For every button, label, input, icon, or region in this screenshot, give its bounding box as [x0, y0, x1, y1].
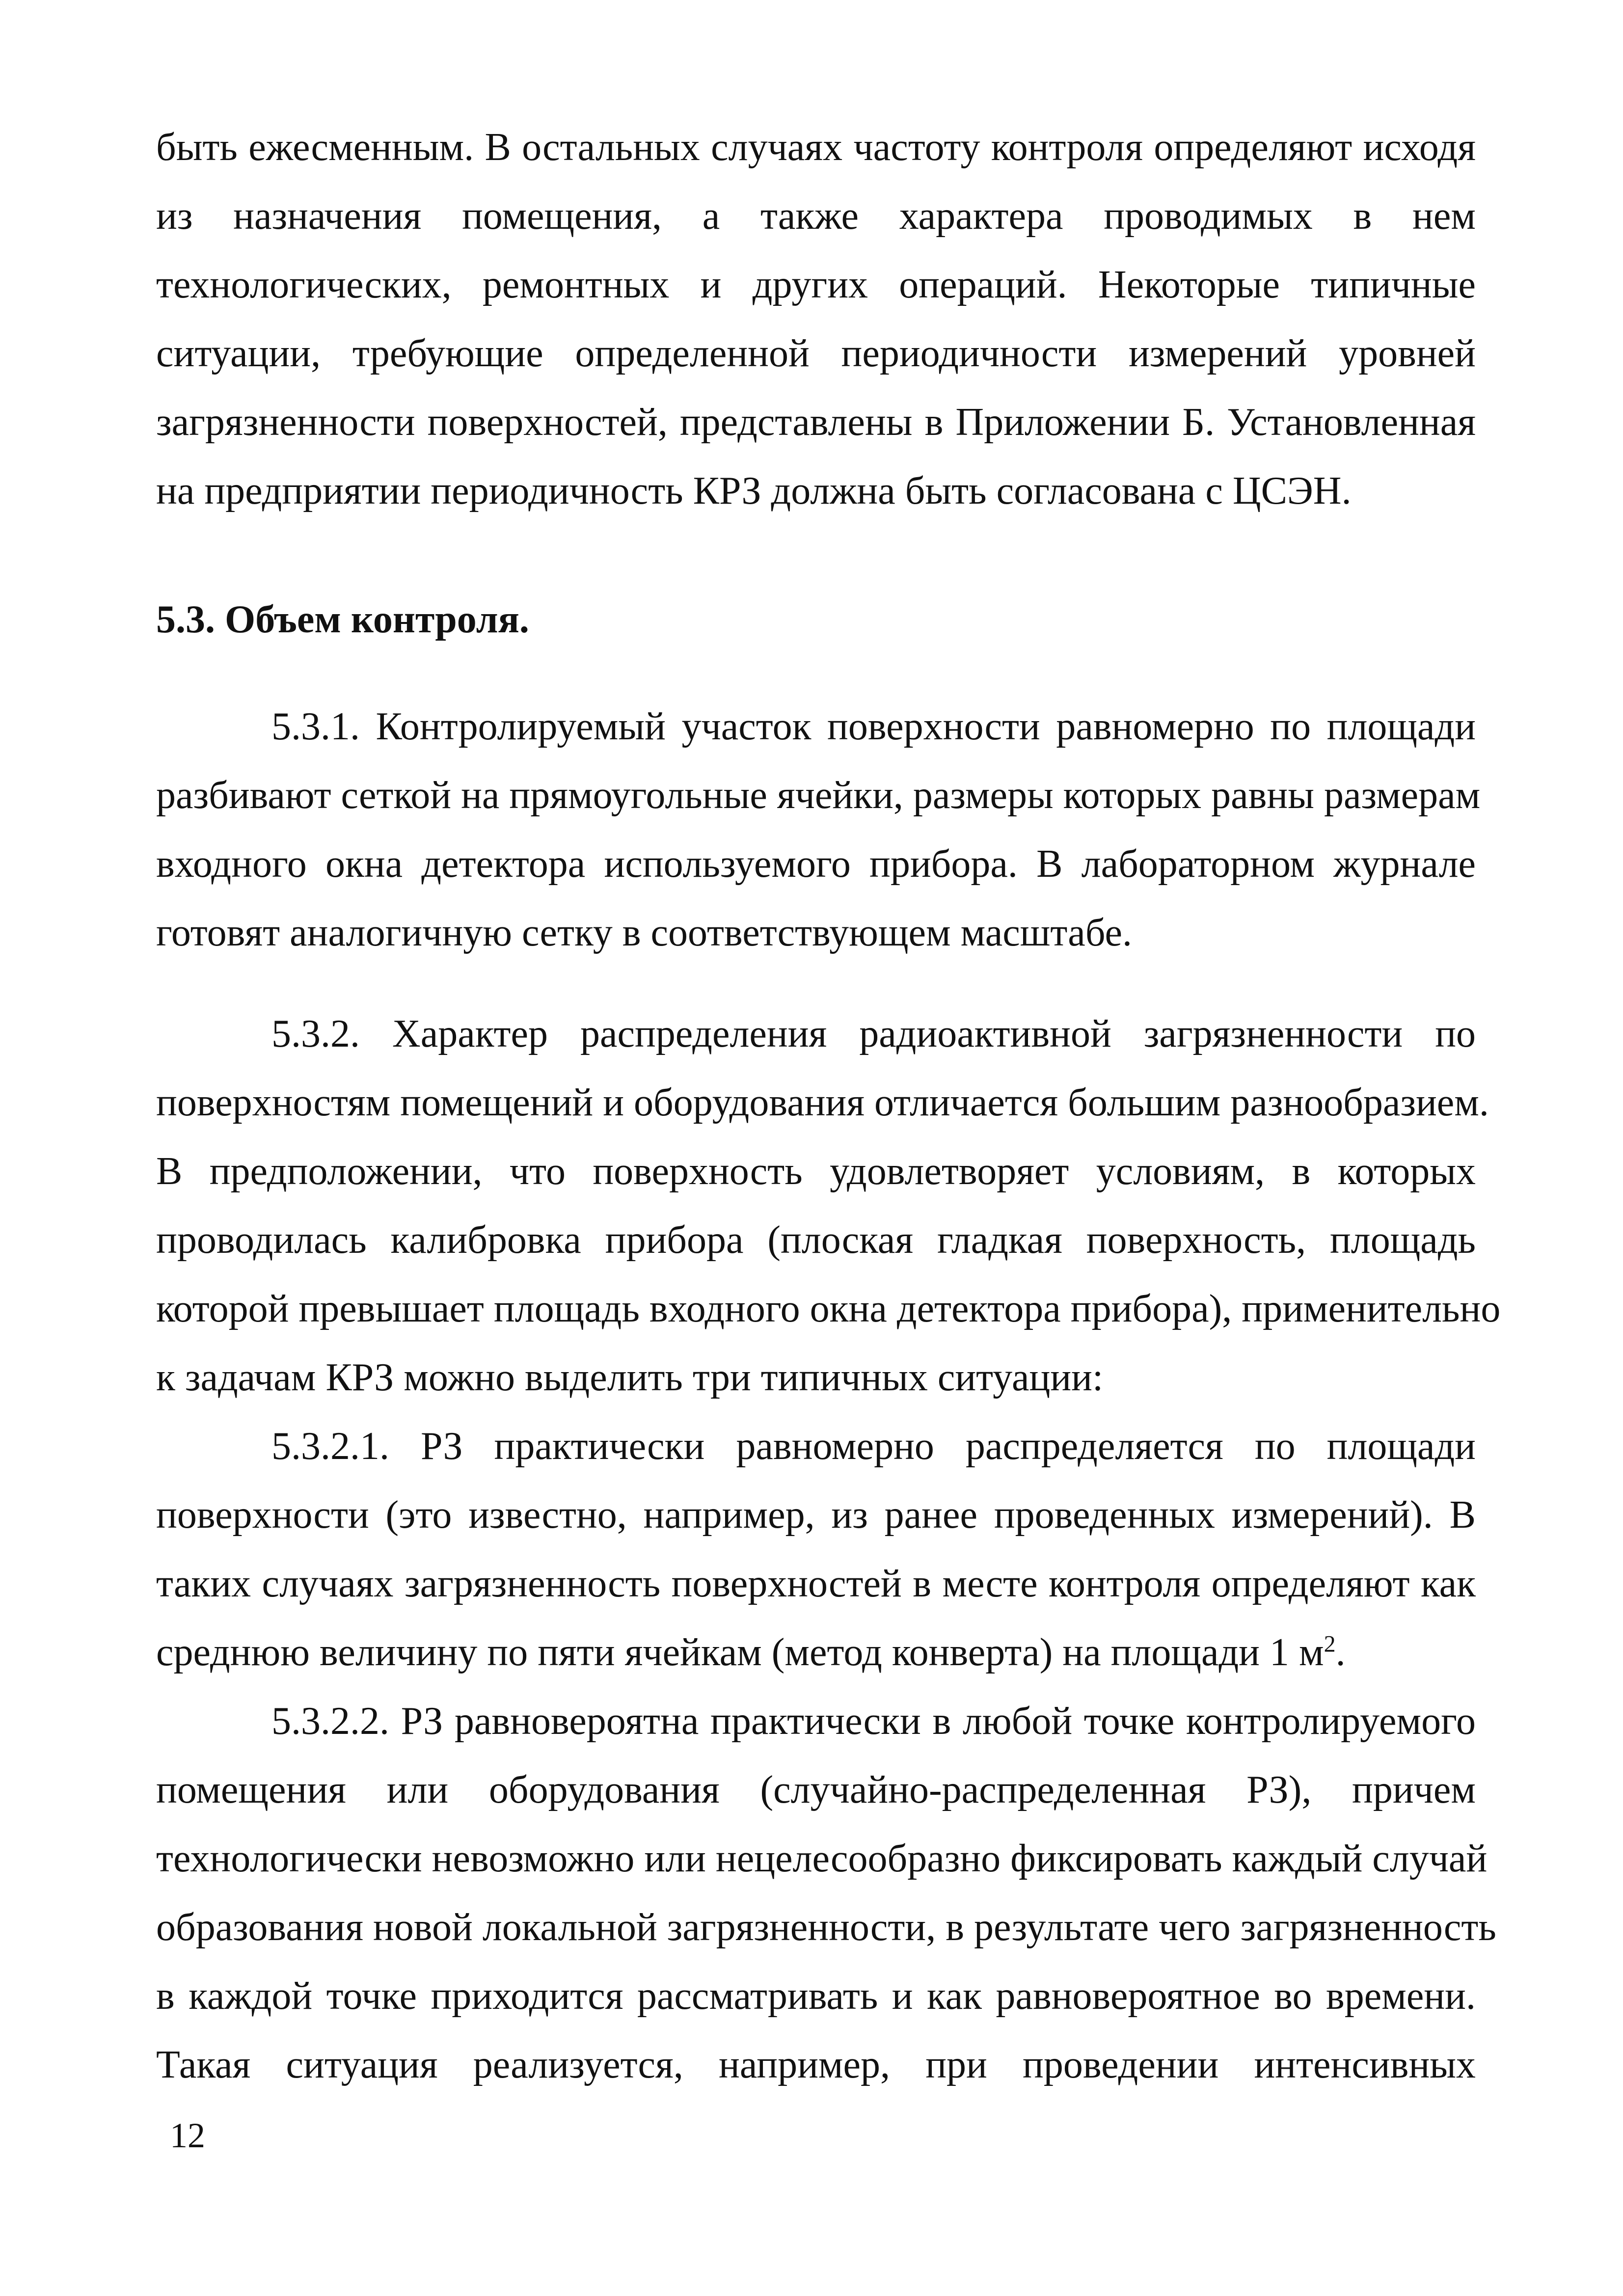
paragraph-5-3-1 [156, 692, 1481, 967]
text-line: технологически невозможно или нецелесообразно фиксировать каждый случай [156, 1837, 1488, 1880]
text-line: проводилась калибровка прибора (плоская гладкая поверхность, площадь [156, 1218, 1476, 1262]
text-line: Такая ситуация реализуется, например, при проведении интенсивных [156, 2043, 1476, 2086]
text-line: помещения или оборудования (случайно-распределенная РЗ), причем [156, 1768, 1476, 1811]
text-line: разбивают сеткой на прямоугольные ячейки, размеры которых равны размерам [156, 774, 1481, 817]
text-line: готовят аналогичную сетку в соответствующем масштабе. [156, 911, 1132, 954]
text-line: к задачам КРЗ можно выделить три типичных ситуации: [156, 1356, 1104, 1399]
superscript: 2 [1324, 1631, 1336, 1657]
text-line: В предположении, что поверхность удовлетворяет условиям, в которых [156, 1150, 1476, 1193]
paragraph-5-3-2-1 [156, 1412, 1476, 1687]
text-fragment: среднюю величину по пяти ячейкам (метод конверта) на площади 1 м [156, 1631, 1324, 1674]
text-line [156, 1618, 1476, 1687]
section-heading: 5.3. Объем контроля. [156, 598, 529, 641]
page-content [156, 113, 1501, 2099]
text-line: в каждой точке приходится рассматривать и как равновероятное во времени. [156, 1974, 1476, 2018]
text-line: 5.3.1. Контролируемый участок поверхности равномерно по площади [271, 705, 1476, 748]
text-line: 5.3.2.1. РЗ практически равномерно распределяется по площади [271, 1425, 1476, 1468]
text-line: из назначения помещения, а также характера проводимых в нем [156, 194, 1476, 238]
text-line: входного окна детектора используемого прибора. В лабораторном журнале [156, 842, 1476, 886]
text-line: 5.3.2.2. РЗ равновероятна практически в любой точке контролируемого [271, 1700, 1476, 1743]
text-line: на предприятии периодичность КРЗ должна быть согласована с ЦСЭН. [156, 469, 1352, 513]
page-number: 12 [170, 2116, 205, 2155]
text-line: образования новой локальной загрязненности, в результате чего загрязненность [156, 1906, 1496, 1949]
text-line: быть ежесменным. В остальных случаях частоту контроля определяют исходя [156, 126, 1476, 169]
text-fragment: . [1335, 1631, 1346, 1674]
text-line: технологических, ремонтных и других операций. Некоторые типичные [156, 263, 1476, 306]
text-line: 5.3.2. Характер распределения радиоактивной загрязненности по [271, 1012, 1476, 1055]
text-line: загрязненности поверхностей, представлены в Приложении Б. Установленная [156, 401, 1476, 444]
text-line: ситуации, требующие определенной периодичности измерений уровней [156, 332, 1476, 375]
paragraph-5-3-2-2 [156, 1687, 1496, 2099]
text-line: поверхности (это известно, например, из ранее проведенных измерений). В [156, 1493, 1476, 1537]
text-line: поверхностям помещений и оборудования отличается большим разнообразием. [156, 1081, 1489, 1124]
text-line: таких случаях загрязненность поверхностей в месте контроля определяют как [156, 1562, 1476, 1605]
paragraph-frequency [156, 113, 1476, 525]
paragraph-5-3-2 [156, 999, 1501, 1412]
text-line: которой превышает площадь входного окна детектора прибора), применительно [156, 1287, 1501, 1330]
